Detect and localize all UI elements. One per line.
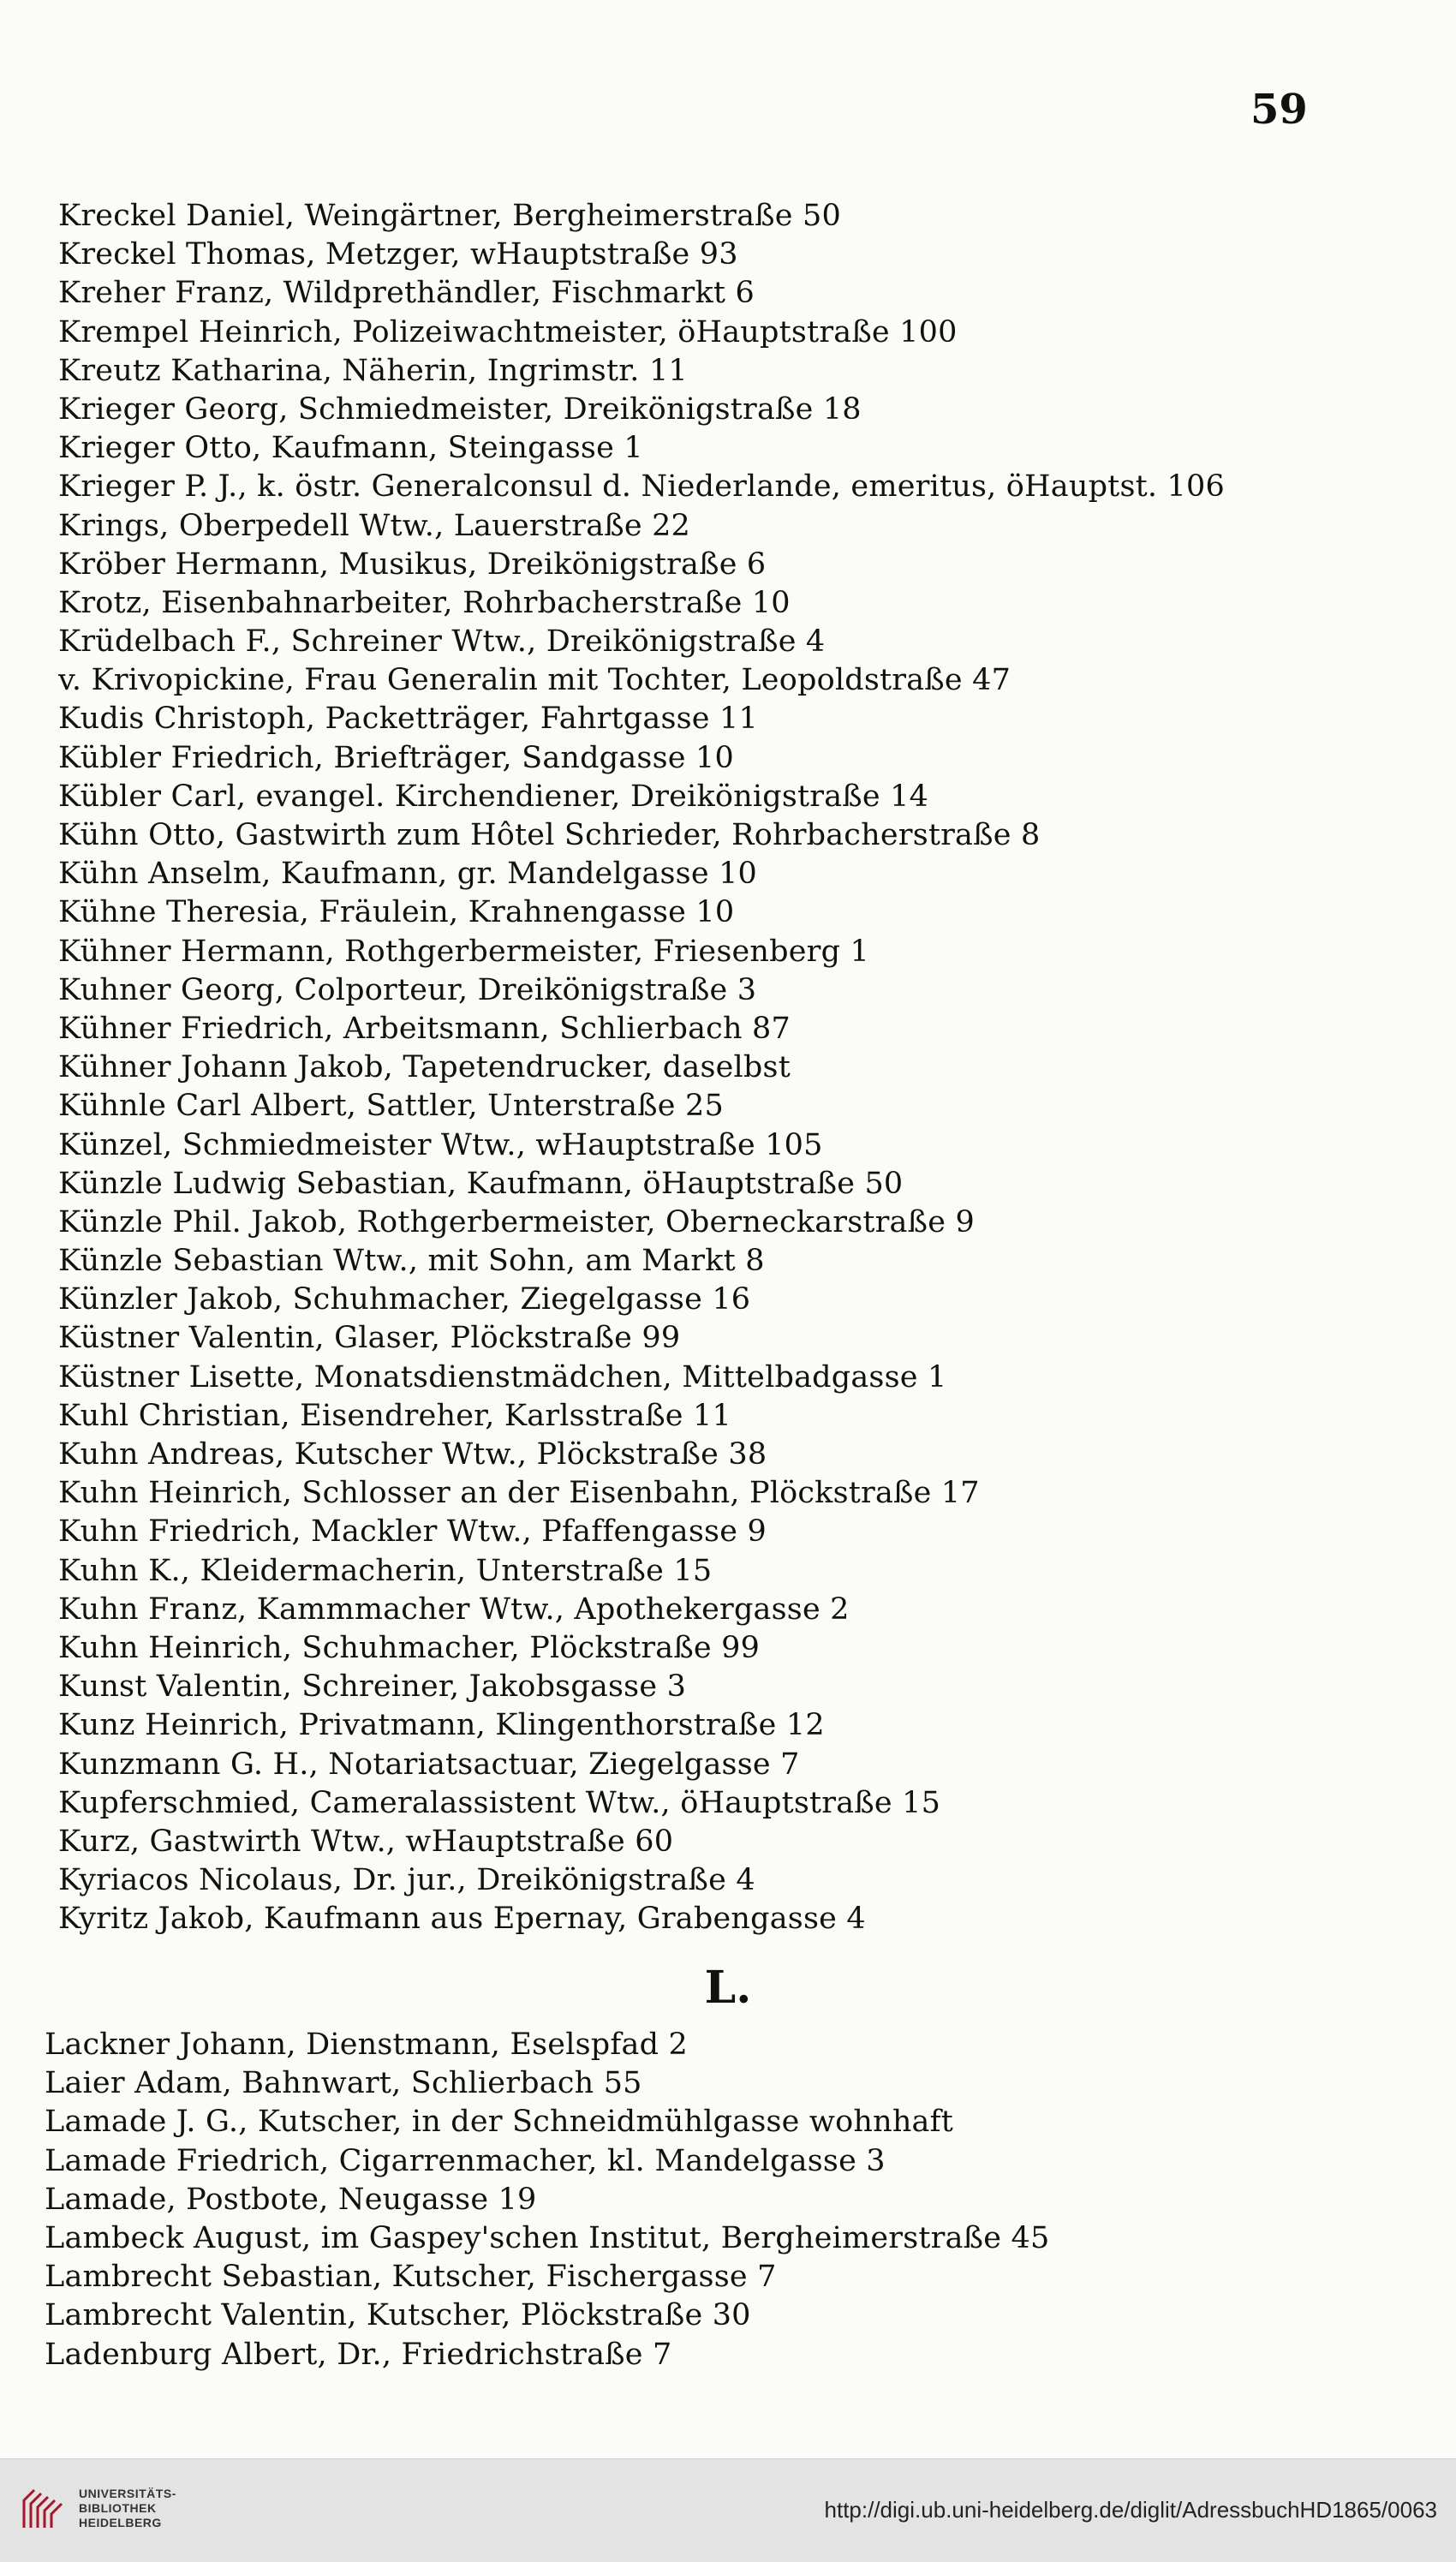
directory-entry: Krieger P. J., k. östr. Generalconsul d. Niederlande, emeritus, öHauptst. 106 bbox=[58, 469, 1225, 505]
directory-entry: Kuhn Friedrich, Mackler Wtw., Pfaffengasse 9 bbox=[58, 1514, 767, 1550]
directory-entry: Ladenburg Albert, Dr., Friedrichstraße 7 bbox=[45, 2337, 672, 2372]
directory-entry: Lamade J. G., Kutscher, in der Schneidmühlgasse wohnhaft bbox=[45, 2105, 954, 2140]
directory-entry: Lambeck August, im Gaspey'schen Institut, Bergheimerstraße 45 bbox=[45, 2220, 1050, 2255]
directory-entry: Lambrecht Valentin, Kutscher, Plöckstraße 30 bbox=[45, 2298, 751, 2333]
directory-entry: Kyriacos Nicolaus, Dr. jur., Dreikönigstraße 4 bbox=[58, 1863, 755, 1898]
directory-entry: Kudis Christoph, Packetträger, Fahrtgasse 11 bbox=[58, 702, 758, 737]
footer-bar bbox=[0, 2458, 1456, 2562]
directory-entry: Krotz, Eisenbahnarbeiter, Rohrbacherstraße 10 bbox=[58, 585, 791, 620]
directory-entry: Kuhn Heinrich, Schlosser an der Eisenbahn, Plöckstraße 17 bbox=[58, 1476, 980, 1511]
directory-entry: v. Krivopickine, Frau Generalin mit Tochter, Leopoldstraße 47 bbox=[58, 663, 1011, 698]
directory-entry: Lackner Johann, Dienstmann, Eselspfad 2 bbox=[45, 2028, 689, 2062]
directory-entry: Kunst Valentin, Schreiner, Jakobsgasse 3 bbox=[58, 1669, 687, 1705]
entry-list-k bbox=[58, 197, 1292, 1938]
directory-entry: Laier Adam, Bahnwart, Schlierbach 55 bbox=[45, 2066, 642, 2101]
directory-entry: Künzle Ludwig Sebastian, Kaufmann, öHauptstraße 50 bbox=[58, 1166, 904, 1201]
directory-entry: Kröber Hermann, Musikus, Dreikönigstraße 6 bbox=[58, 546, 767, 582]
directory-entry: Kübler Carl, evangel. Kirchendiener, Dreikönigstraße 14 bbox=[58, 779, 929, 814]
directory-entry: Kühner Friedrich, Arbeitsmann, Schlierbach 87 bbox=[58, 1011, 791, 1046]
directory-entry: Kühner Hermann, Rothgerbermeister, Friesenberg 1 bbox=[58, 934, 870, 969]
directory-entry: Kühne Theresia, Fräulein, Krahnengasse 10 bbox=[58, 895, 735, 930]
library-name bbox=[79, 2487, 176, 2530]
entry-list-l bbox=[45, 2026, 1292, 2374]
directory-entry: Lamade, Postbote, Neugasse 19 bbox=[45, 2182, 537, 2217]
directory-entry: Kuhn Andreas, Kutscher Wtw., Plöckstraße 38 bbox=[58, 1437, 767, 1472]
directory-entry: Kurz, Gastwirth Wtw., wHauptstraße 60 bbox=[58, 1824, 674, 1859]
directory-entry: Krieger Georg, Schmiedmeister, Dreikönigstraße 18 bbox=[58, 391, 862, 427]
directory-entry: Kupferschmied, Cameralassistent Wtw., öHauptstraße 15 bbox=[58, 1785, 941, 1820]
directory-entry: Krüdelbach F., Schreiner Wtw., Dreikönigstraße 4 bbox=[58, 624, 826, 660]
directory-entry: Künzler Jakob, Schuhmacher, Ziegelgasse 16 bbox=[58, 1282, 751, 1317]
directory-entry: Kuhner Georg, Colporteur, Dreikönigstraße 3 bbox=[58, 972, 757, 1007]
directory-entry: Kreutz Katharina, Näherin, Ingrimstr. 11 bbox=[58, 353, 688, 388]
directory-entry: Kunz Heinrich, Privatmann, Klingenthorstraße 12 bbox=[58, 1708, 825, 1743]
directory-entry: Kreckel Thomas, Metzger, wHauptstraße 93 bbox=[58, 237, 738, 272]
directory-entry: Kuhl Christian, Eisendreher, Karlsstraße 11 bbox=[58, 1398, 731, 1433]
library-name-line: UNIVERSITÄTS- bbox=[79, 2487, 176, 2500]
directory-entry: Kühn Anselm, Kaufmann, gr. Mandelgasse 10 bbox=[58, 857, 758, 892]
directory-entry: Lambrecht Sebastian, Kutscher, Fischergasse 7 bbox=[45, 2260, 777, 2295]
directory-entry: Kübler Friedrich, Briefträger, Sandgasse 10 bbox=[58, 740, 734, 775]
directory-entry: Kuhn K., Kleidermacherin, Unterstraße 15 bbox=[58, 1553, 713, 1588]
directory-entry: Künzel, Schmiedmeister Wtw., wHauptstraße 105 bbox=[58, 1127, 823, 1162]
source-url-link[interactable]: http://digi.ub.uni-heidelberg.de/diglit/AdressbuchHD1865/0063 bbox=[824, 2497, 1437, 2523]
directory-entry: Lamade Friedrich, Cigarrenmacher, kl. Mandelgasse 3 bbox=[45, 2143, 886, 2178]
directory-entry: Kühn Otto, Gastwirth zum Hôtel Schrieder, Rohrbacherstraße 8 bbox=[58, 818, 1041, 852]
directory-entry: Küstner Lisette, Monatsdienstmädchen, Mittelbadgasse 1 bbox=[58, 1359, 947, 1394]
directory-entry: Kyritz Jakob, Kaufmann aus Epernay, Grabengasse 4 bbox=[58, 1902, 866, 1937]
library-name-line: HEIDELBERG bbox=[79, 2516, 162, 2529]
directory-entry: Krings, Oberpedell Wtw., Lauerstraße 22 bbox=[58, 508, 691, 543]
directory-entry: Kreckel Daniel, Weingärtner, Bergheimerstraße 50 bbox=[58, 199, 841, 233]
directory-entry: Kühner Johann Jakob, Tapetendrucker, daselbst bbox=[58, 1050, 791, 1085]
page-number: 59 bbox=[1250, 86, 1308, 134]
section-heading: L. bbox=[704, 1962, 752, 2014]
directory-entry: Krempel Heinrich, Polizeiwachtmeister, öHauptstraße 100 bbox=[58, 314, 958, 349]
library-logo-icon bbox=[17, 2483, 69, 2535]
directory-entry: Künzle Sebastian Wtw., mit Sohn, am Markt 8 bbox=[58, 1244, 765, 1279]
directory-entry: Kuhn Franz, Kammmacher Wtw., Apothekergasse 2 bbox=[58, 1592, 850, 1627]
directory-entry: Kuhn Heinrich, Schuhmacher, Plöckstraße 99 bbox=[58, 1630, 761, 1665]
directory-entry: Kunzmann G. H., Notariatsactuar, Ziegelgasse 7 bbox=[58, 1747, 800, 1782]
directory-entry: Künzle Phil. Jakob, Rothgerbermeister, Oberneckarstraße 9 bbox=[58, 1204, 975, 1239]
directory-entry: Kreher Franz, Wildprethändler, Fischmarkt 6 bbox=[58, 276, 755, 311]
directory-entry: Küstner Valentin, Glaser, Plöckstraße 99 bbox=[58, 1321, 681, 1356]
directory-entry: Kühnle Carl Albert, Sattler, Unterstraße 25 bbox=[58, 1089, 724, 1124]
directory-entry: Krieger Otto, Kaufmann, Steingasse 1 bbox=[58, 431, 643, 466]
library-name-line: BIBLIOTHEK bbox=[79, 2501, 157, 2515]
